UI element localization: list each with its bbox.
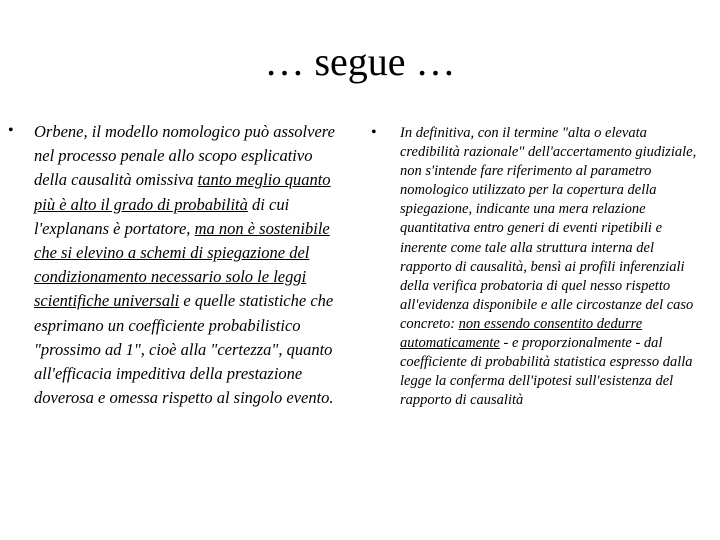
left-text-underlined: ma non è sostenibile che si elevino a schemi di spiegazione del condizionamento necessario solo le leggi scientifiche universali xyxy=(34,218,330,311)
slide-title: … segue … xyxy=(264,39,456,84)
left-bullet-text xyxy=(34,120,344,410)
left-text-segment: e quelle statistiche che esprimano un coefficiente probabilistico "prossimo ad 1", cioè alla "certezza", quanto all'efficacia impeditiva della prestazione doverosa e omessa rispetto al singolo evento. xyxy=(34,291,334,408)
right-text-segment: - e proporzionalmente - dal coefficiente di probabilità statistica espresso dalla legge la conferma dell'ipotesi sull'esistenza del rapporto di causalità xyxy=(400,335,693,409)
left-text-segment: Orbene, il modello nomologico può assolvere nel processo penale allo scopo esplicativo della causalità omissiva xyxy=(34,122,335,190)
left-text-underlined: tanto meglio quanto più è alto il grado di probabilità xyxy=(34,170,331,214)
right-text-underlined: non essendo consentito dedurre automaticamente xyxy=(400,315,643,352)
bullet-marker-left: • xyxy=(8,122,14,139)
right-bullet-text xyxy=(400,124,705,410)
left-text-segment: di cui l'explanans è portatore, xyxy=(34,194,290,238)
bullet-marker-right: • xyxy=(371,124,377,141)
right-text-segment: In definitiva, con il termine "alta o elevata credibilità razionale" dell'accertamento giudiziale, non s'intende fare riferimento al parametro nomologico utilizzato per la copertura della spiegazione, indicante una mera relazione quantitativa entro generi di eventi ripetibili e inerente come tale alla struttura interna del rapporto di causalità, bensì ai profili inferenziali della verifica probatoria di quel nesso rispetto all'evidenza disponibile e alle circostanze del caso concreto: xyxy=(400,125,697,332)
